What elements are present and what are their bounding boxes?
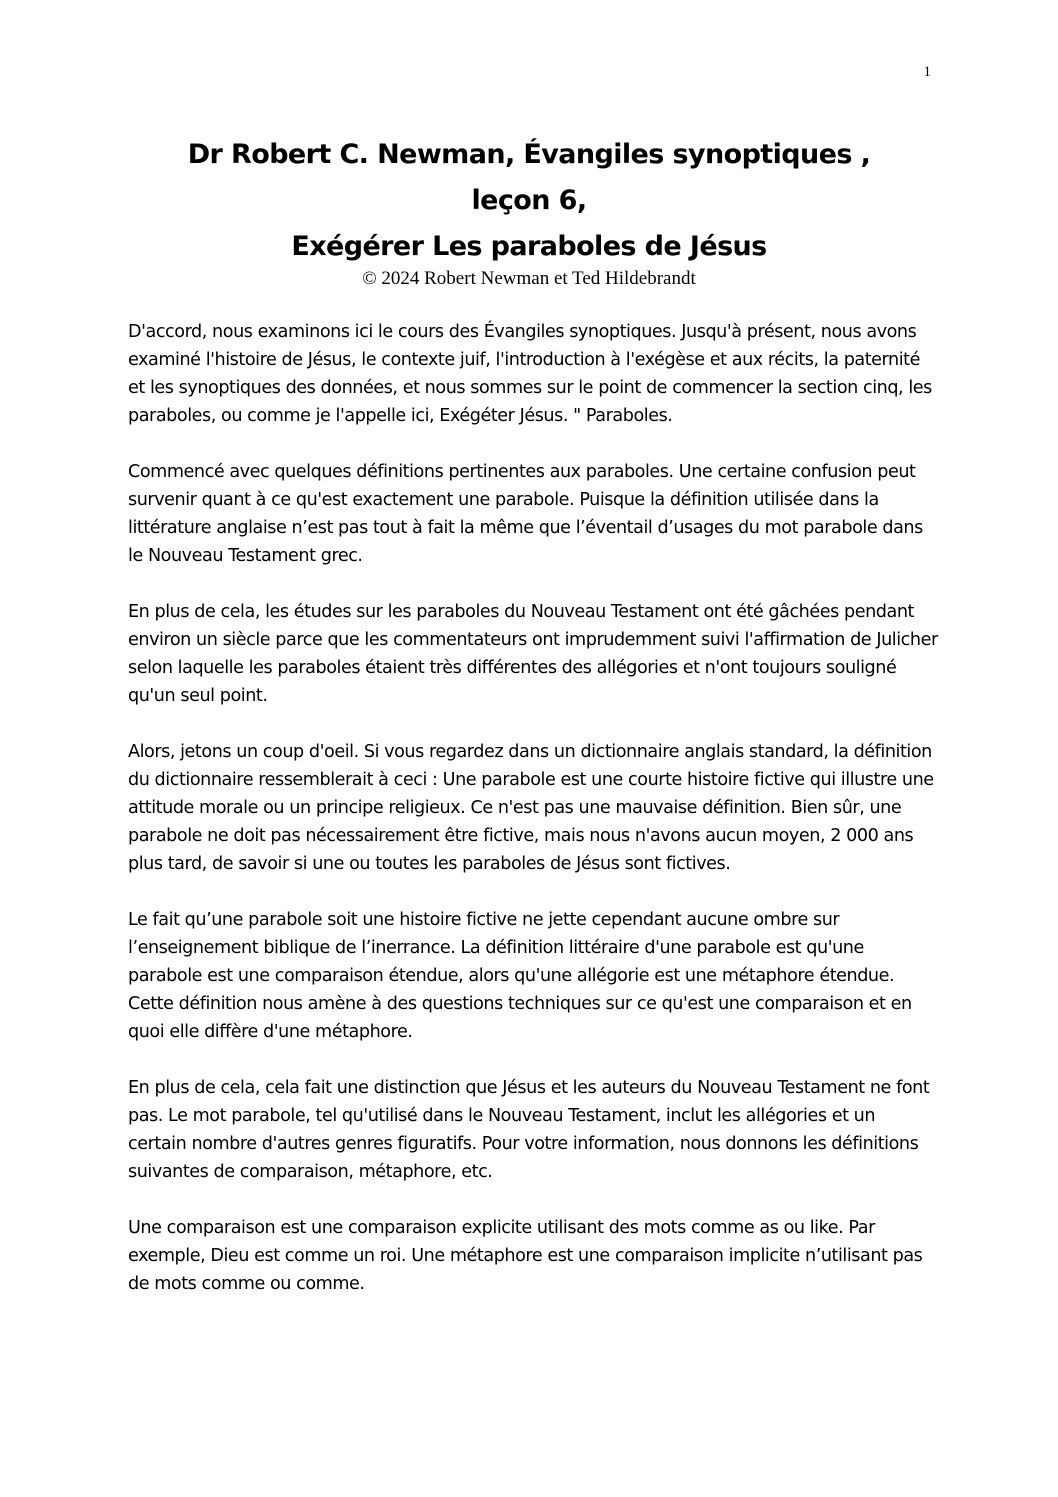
document-title-line-1: Dr Robert C. Newman, Évangiles synoptiques , [187,139,871,170]
page-number: 1 [923,64,931,80]
paragraph: Commencé avec quelques définitions pertinentes aux paraboles. Une certaine confusion peut survenir quant à ce qu'est exactement une parabole. Puisque la définition utilisée dans la littérature anglaise n’est pas tout à fait la même que l’éventail d’usages du mot parabole dans le Nouveau Testament grec. [128,462,923,566]
document-title-line-3: Exégérer Les paraboles de Jésus [291,231,767,262]
paragraph: En plus de cela, les études sur les paraboles du Nouveau Testament ont été gâchées pendant environ un siècle parce que les commentateurs ont imprudemment suivi l'affirmation de Julicher selon laquelle les paraboles étaient très différentes des allégories et n'ont toujours souligné qu'un seul point. [128,602,938,706]
document-title-line-2: leçon 6, [471,185,587,216]
document-body [128,318,938,1326]
copyright-notice: © 2024 Robert Newman et Ted Hildebrandt [362,268,696,289]
paragraph: D'accord, nous examinons ici le cours des Évangiles synoptiques. Jusqu'à présent, nous avons examiné l'histoire de Jésus, le contexte juif, l'introduction à l'exégèse et aux récits, la paternité et les synoptiques des données, et nous sommes sur le point de commencer la section cinq, les paraboles, ou comme je l'appelle ici, Exégéter Jésus. " Paraboles. [128,322,932,426]
paragraph: Une comparaison est une comparaison explicite utilisant des mots comme as ou like. Par exemple, Dieu est comme un roi. Une métaphore est une comparaison implicite n’utilisant pas de mots comme ou comme. [128,1218,923,1294]
paragraph: Le fait qu’une parabole soit une histoire fictive ne jette cependant aucune ombre sur l’enseignement biblique de l’inerrance. La définition littéraire d'une parabole est qu'une parabole est une comparaison étendue, alors qu'une allégorie est une métaphore étendue. Cette définition nous amène à des questions techniques sur ce qu'est une comparaison et en quoi elle diffère d'une métaphore. [128,910,912,1042]
title-block [100,132,958,292]
paragraph: Alors, jetons un coup d'oeil. Si vous regardez dans un dictionnaire anglais standard, la définition du dictionnaire ressemblerait à ceci : Une parabole est une courte histoire fictive qui illustre une attitude morale ou un principe religieux. Ce n'est pas une mauvaise définition. Bien sûr, une parabole ne doit pas nécessairement être fictive, mais nous n'avons aucun moyen, 2 000 ans plus tard, de savoir si une ou toutes les paraboles de Jésus sont fictives. [128,742,934,874]
paragraph: En plus de cela, cela fait une distinction que Jésus et les auteurs du Nouveau Testament ne font pas. Le mot parabole, tel qu'utilisé dans le Nouveau Testament, inclut les allégories et un certain nombre d'autres genres figuratifs. Pour votre information, nous donnons les définitions suivantes de comparaison, métaphore, etc. [128,1078,930,1182]
